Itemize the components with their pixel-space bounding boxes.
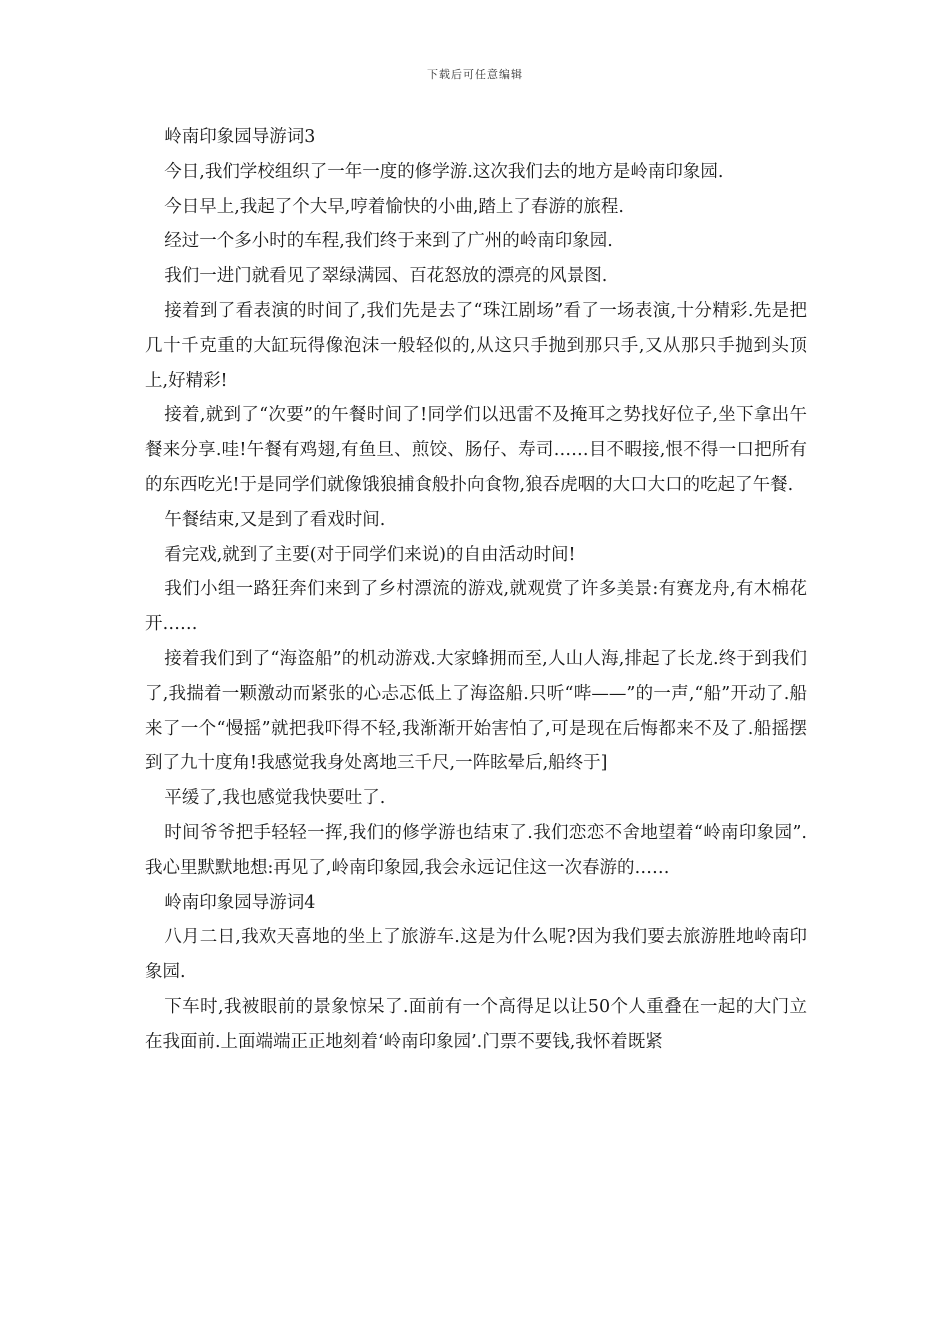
paragraph: 八月二日,我欢天喜地的坐上了旅游车.这是为什么呢?因为我们要去旅游胜地岭南印象园. (145, 927, 807, 983)
paragraph: 接着,就到了“次要”的午餐时间了!同学们以迅雷不及掩耳之势找好位子,坐下拿出午餐来分享.哇!午餐有鸡翅,有鱼旦、煎饺、肠仔、寿司……目不暇接,恨不得一口把所有的东西吃光!于是同学们就像饿狼捕食般扑向食物,狼吞虎咽的大口大口的吃起了午餐. (145, 405, 807, 495)
paragraph: 看完戏,就到了主要(对于同学们来说)的自由活动时间! (164, 544, 576, 565)
paragraph: 午餐结束,又是到了看戏时间. (164, 509, 386, 530)
document-body (145, 120, 807, 1060)
paragraph: 我们一进门就看见了翠绿满园、百花怒放的漂亮的风景图. (164, 266, 608, 287)
paragraph: 接着到了看表演的时间了,我们先是去了“珠江剧场”看了一场表演,十分精彩.先是把几十千克重的大缸玩得像泡沫一般轻似的,从这只手抛到那只手,又从那只手抛到头顶上,好精彩! (145, 300, 807, 391)
header-note: 下载后可任意编辑 (427, 68, 523, 81)
paragraph: 下车时,我被眼前的景象惊呆了.面前有一个高得足以让50个人重叠在一起的大门立在我面前.上面端端正正地刻着‘岭南印象园’.门票不要钱,我怀着既紧 (145, 996, 807, 1052)
paragraph: 我们小组一路狂奔们来到了乡村漂流的游戏,就观赏了许多美景:有赛龙舟,有木棉花开…… (145, 579, 807, 635)
section-title: 岭南印象园导游词3 (164, 127, 316, 147)
paragraph: 今日早上,我起了个大早,哼着愉快的小曲,踏上了春游的旅程. (164, 196, 624, 217)
paragraph: 经过一个多小时的车程,我们终于来到了广州的岭南印象园. (164, 231, 613, 252)
paragraph: 时间爷爷把手轻轻一挥,我们的修学游也结束了.我们恋恋不舍地望着“岭南印象园”.我心里默默地想:再见了,岭南印象园,我会永远记住这一次春游的…… (145, 822, 807, 878)
paragraph: 今日,我们学校组织了一年一度的修学游.这次我们去的地方是岭南印象园. (164, 161, 724, 182)
paragraph: 平缓了,我也感觉我快要吐了. (164, 788, 386, 809)
paragraph: 接着我们到了“海盗船”的机动游戏.大家蜂拥而至,人山人海,排起了长龙.终于到我们了,我揣着一颗激动而紧张的心忐忑低上了海盗船.只听“哔——”的一声,“船”开动了.船来了一个“慢摇”就把我吓得不轻,我渐渐开始害怕了,可是现在后悔都来不及了.船摇摆到了九十度角!我感觉我身处离地三千尺,一阵眩晕后,船终于] (145, 648, 807, 774)
section-title: 岭南印象园导游词4 (164, 892, 316, 913)
